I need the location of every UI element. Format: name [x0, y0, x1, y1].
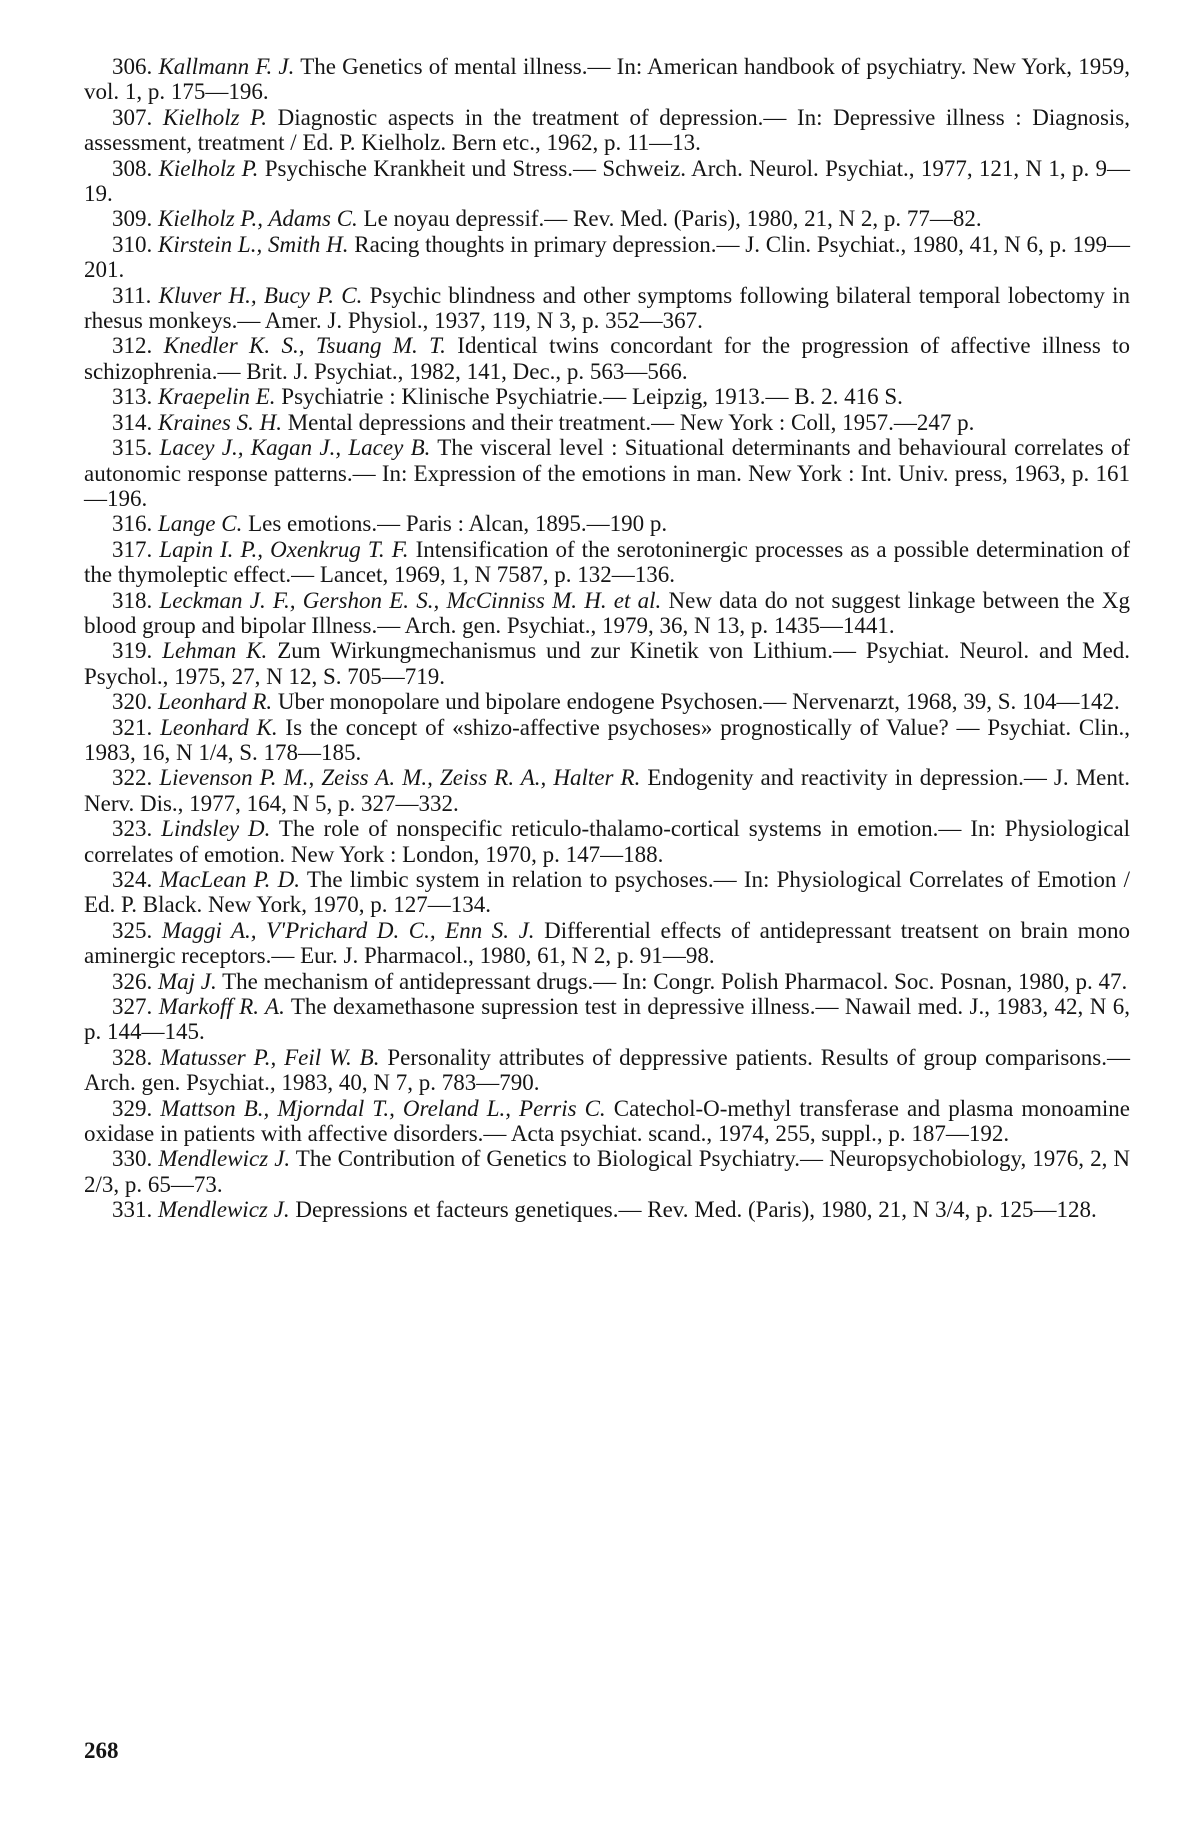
- reference-text: Les emotions.— Paris : Alcan, 1895.—190 p.: [248, 511, 668, 537]
- reference-list: [84, 54, 1130, 1223]
- reference-text: Is the concept of «shizo-affective psychoses» prognostically of Value? — Psychiat. Clin., 1983, 16, N 1/4, S. 178—185.: [84, 714, 1131, 765]
- reference-item: [84, 105, 1130, 156]
- reference-item: [84, 715, 1130, 766]
- reference-authors: Maggi A., V'Prichard D. C., Enn S. J.: [161, 917, 535, 943]
- reference-item: [84, 689, 1130, 714]
- reference-number: 316.: [112, 511, 153, 537]
- reference-item: [84, 1045, 1130, 1096]
- reference-item: [84, 283, 1130, 334]
- page-number: 268: [84, 1738, 119, 1763]
- reference-item: [84, 918, 1130, 969]
- reference-item: [84, 410, 1130, 435]
- reference-item: [84, 232, 1130, 283]
- reference-number: 323.: [112, 816, 153, 842]
- reference-text: The Contribution of Genetics to Biological Psychiatry.— Neuropsychobiology, 1976, 2, N 2/3, p. 65—73.: [84, 1146, 1130, 1197]
- reference-number: 311.: [112, 282, 152, 308]
- reference-authors: Lindsley D.: [161, 816, 271, 842]
- reference-number: 309.: [112, 206, 153, 232]
- reference-text: Differential effects of antidepressant treatsent on brain mono aminergic receptors.— Eur. J. Pharmacol., 1980, 61, N 2, p. 91—98.: [84, 917, 1131, 969]
- reference-item: [84, 969, 1130, 994]
- reference-text: The limbic system in relation to psychoses.— In: Physiological Correlates of Emotion / Ed. P. Black. New York, 1970, p. 127—134.: [84, 867, 1131, 918]
- reference-authors: Mendlewicz J.: [158, 1146, 291, 1172]
- reference-text: The mechanism of antidepressant drugs.— In: Congr. Polish Pharmacol. Soc. Posnan, 1980, p. 47.: [222, 968, 1128, 994]
- reference-authors: Mattson B., Mjorndal T., Oreland L., Perris C.: [160, 1095, 606, 1121]
- reference-number: 318.: [112, 587, 153, 613]
- reference-number: 319.: [112, 638, 153, 664]
- reference-authors: Mendlewicz J.: [158, 1197, 290, 1223]
- reference-text: New data do not suggest linkage between the Xg blood group and bipolar Illness.— Arch. gen. Psychiat., 1979, 36, N 13, p. 1435—1441.: [84, 587, 1130, 638]
- reference-item: [84, 435, 1130, 511]
- reference-authors: Kielholz P.: [162, 104, 267, 130]
- reference-authors: Knedler K. S., Tsuang M. T.: [163, 333, 446, 359]
- reference-authors: Kraines S. H.: [158, 409, 282, 435]
- reference-authors: Lange C.: [158, 511, 243, 537]
- reference-item: [84, 638, 1130, 689]
- reference-authors: Kraepelin E.: [158, 384, 276, 410]
- reference-item: [84, 1197, 1130, 1222]
- reference-item: [84, 765, 1130, 816]
- reference-number: 327.: [112, 994, 153, 1020]
- reference-authors: Leonhard R.: [158, 689, 273, 715]
- reference-item: [84, 1146, 1130, 1197]
- reference-text: Identical twins concordant for the progression of affective illness to schizophrenia.— Brit. J. Psychiat., 1982, 141, Dec., p. 563—566.: [84, 333, 1131, 384]
- reference-authors: Lacey J., Kagan J., Lacey B.: [159, 435, 431, 461]
- reference-text: Le noyau depressif.— Rev. Med. (Paris), 1980, 21, N 2, p. 77—82.: [363, 206, 982, 232]
- reference-item: [84, 206, 1130, 231]
- reference-number: 330.: [112, 1146, 153, 1172]
- reference-authors: Kielholz P., Adams C.: [158, 206, 358, 232]
- reference-text: The visceral level : Situational determinants and behavioural correlates of autonomic response patterns.— In: Expression of the emotions in man. New York : Int. Univ. press, 1963, p. 161—196.: [84, 435, 1130, 511]
- reference-text: Intensification of the serotoninergic processes as a possible determination of the thymoleptic effect.— Lancet, 1969, 1, N 7587, p. 132—136.: [84, 536, 1131, 588]
- reference-number: 320.: [112, 689, 153, 715]
- reference-number: 312.: [112, 333, 153, 359]
- reference-text: Endogenity and reactivity in depression.— J. Ment. Nerv. Dis., 1977, 164, N 5, p. 327—332.: [84, 765, 1131, 816]
- reference-item: [84, 384, 1130, 409]
- reference-item: [84, 54, 1130, 105]
- reference-number: 310.: [112, 231, 153, 257]
- reference-text: Psychiatrie : Klinische Psychiatrie.— Leipzig, 1913.— B. 2. 416 S.: [281, 384, 903, 410]
- reference-number: 315.: [112, 435, 153, 461]
- reference-text: Depressions et facteurs genetiques.— Rev. Med. (Paris), 1980, 21, N 3/4, p. 125—128.: [295, 1197, 1097, 1223]
- reference-number: 306.: [112, 54, 153, 79]
- reference-number: 322.: [112, 765, 153, 791]
- reference-number: 331.: [112, 1197, 153, 1223]
- reference-authors: Leonhard K.: [160, 714, 278, 740]
- reference-item: [84, 1096, 1130, 1147]
- reference-text: Psychic blindness and other symptoms following bilateral temporal lobectomy in rhesus monkeys.— Amer. J. Physiol., 1937, 119, N 3, p. 352—367.: [84, 282, 1130, 334]
- reference-text: Catechol-O-methyl transferase and plasma monoamine oxidase in patients with affective disorders.— Acta psychiat. scand., 1974, 255, suppl., p. 187—192.: [84, 1095, 1130, 1147]
- reference-item: [84, 537, 1130, 588]
- reference-number: 326.: [112, 968, 153, 994]
- reference-authors: Kallmann F. J.: [158, 54, 295, 79]
- reference-text: Psychische Krankheit und Stress.— Schweiz. Arch. Neurol. Psychiat., 1977, 121, N 1, p. 9—19.: [84, 155, 1131, 207]
- reference-authors: Lievenson P. M., Zeiss A. M., Zeiss R. A., Halter R.: [159, 765, 641, 791]
- reference-text: Racing thoughts in primary depression.— J. Clin. Psychiat., 1980, 41, N 6, p. 199—201.: [84, 231, 1130, 283]
- reference-authors: MacLean P. D.: [159, 867, 300, 892]
- reference-text: The Genetics of mental illness.— In: American handbook of psychiatry. New York, 1959, vol. 1, p. 175—196.: [84, 54, 1131, 105]
- reference-number: 321.: [112, 714, 153, 740]
- reference-number: 324.: [112, 867, 153, 892]
- reference-number: 314.: [112, 409, 153, 435]
- reference-authors: Lehman K.: [162, 638, 268, 664]
- reference-number: 328.: [112, 1044, 153, 1070]
- reference-number: 317.: [112, 536, 153, 562]
- reference-number: 308.: [112, 155, 153, 181]
- reference-item: [84, 333, 1130, 384]
- reference-item: [84, 994, 1130, 1045]
- reference-authors: Markoff R. A.: [158, 994, 285, 1020]
- reference-text: Mental depressions and their treatment.— New York : Coll, 1957.—247 p.: [287, 409, 975, 435]
- reference-item: [84, 816, 1130, 867]
- reference-number: 307.: [112, 104, 153, 130]
- reference-authors: Leckman J. F., Gershon E. S., McCinniss M. H. et al.: [159, 587, 662, 613]
- reference-item: [84, 156, 1130, 207]
- reference-text: Personality attributes of deppressive patients. Results of group comparisons.— Arch. gen. Psychiat., 1983, 40, N 7, p. 783—790.: [84, 1044, 1130, 1096]
- reference-text: Zum Wirkungmechanismus und zur Kinetik von Lithium.— Psychiat. Neurol. and Med. Psychol., 1975, 27, N 12, S. 705—719.: [84, 638, 1131, 689]
- reference-number: 329.: [112, 1095, 153, 1121]
- reference-authors: Maj J.: [158, 968, 217, 994]
- reference-authors: Kluver H., Bucy P. C.: [158, 282, 363, 308]
- reference-text: Uber monopolare und bipolare endogene Psychosen.— Nervenarzt, 1968, 39, S. 104—142.: [277, 689, 1120, 715]
- reference-item: [84, 511, 1130, 536]
- reference-authors: Matusser P., Feil W. B.: [160, 1044, 380, 1070]
- reference-text: Diagnostic aspects in the treatment of depression.— In: Depressive illness : Diagnosis, assessment, treatment / Ed. P. Kielholz. Bern etc., 1962, p. 11—13.: [84, 104, 1131, 156]
- reference-item: [84, 588, 1130, 639]
- reference-text: The dexamethasone supression test in depressive illness.— Nawail med. J., 1983, 42, N 6, p. 144—145.: [84, 994, 1131, 1045]
- reference-number: 313.: [112, 384, 153, 410]
- reference-authors: Kielholz P.: [158, 155, 259, 181]
- reference-text: The role of nonspecific reticulo-thalamo-cortical systems in emotion.— In: Physiological correlates of emotion. New York : London, 1970, p. 147—188.: [84, 816, 1130, 867]
- reference-number: 325.: [112, 917, 153, 943]
- reference-authors: Kirstein L., Smith H.: [158, 231, 349, 257]
- reference-authors: Lapin I. P., Oxenkrug T. F.: [159, 536, 409, 562]
- reference-item: [84, 867, 1130, 918]
